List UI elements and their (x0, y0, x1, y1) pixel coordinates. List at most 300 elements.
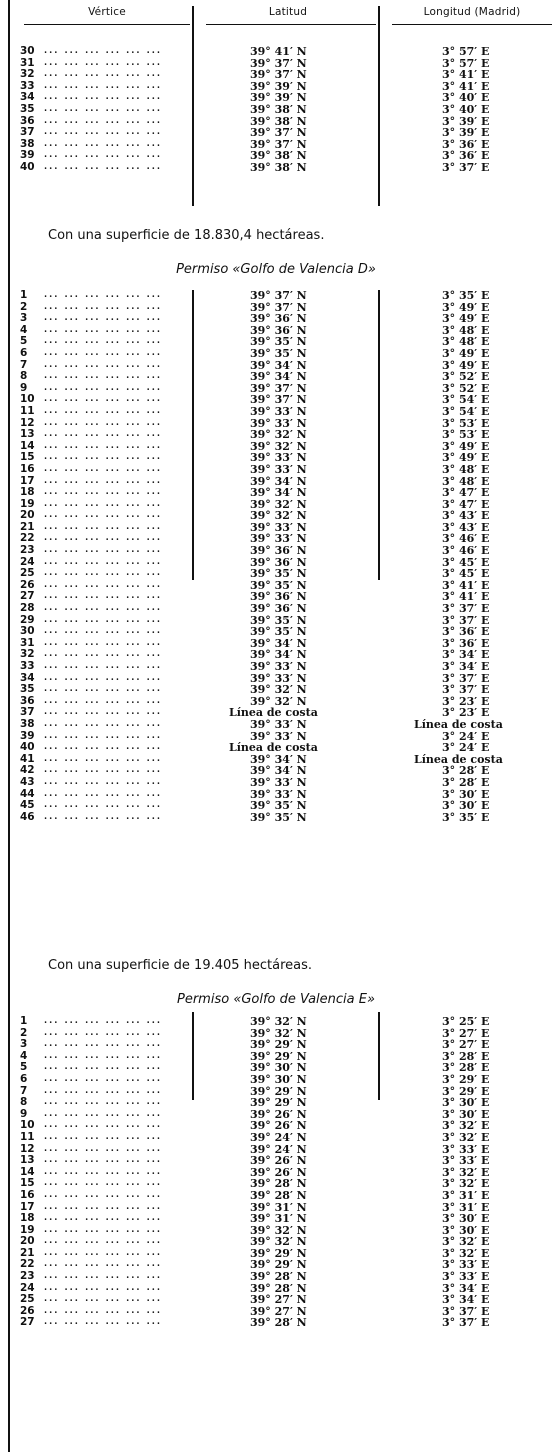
vertex-number: 25 (20, 1293, 35, 1306)
vertex-number: 11 (20, 404, 35, 417)
longitude-value: 3° 33′ E (442, 1142, 490, 1156)
latitude-value: 39° 41′ N (250, 45, 307, 58)
leader-dots: ... ... ... ... ... ... (44, 1213, 163, 1224)
table-row (0, 1271, 552, 1283)
latitude-value: 39° 33′ N (250, 787, 307, 801)
vertex-number: 19 (20, 1223, 35, 1236)
longitude-value: 3° 27′ E (442, 1026, 490, 1040)
latitude-value: 39° 29′ N (250, 1246, 307, 1260)
latitude-value: 39° 28′ N (250, 1316, 307, 1330)
longitude-value: 3° 54′ E (442, 393, 490, 407)
leader-dots: ... ... ... ... ... ... (44, 301, 163, 312)
longitude-value: 3° 48′ E (442, 462, 490, 476)
latitude-value: 39° 35′ N (250, 346, 307, 360)
leader-dots: ... ... ... ... ... ... (44, 127, 163, 138)
leader-dots: ... ... ... ... ... ... (44, 614, 163, 625)
longitude-value: 3° 53′ E (442, 416, 490, 430)
leader-dots: ... ... ... ... ... ... (44, 417, 163, 428)
longitude-value: 3° 41′ E (442, 578, 490, 592)
latitude-value: Línea de costa (229, 706, 318, 720)
latitude-value: 39° 24′ N (250, 1130, 307, 1144)
latitude-value: 39° 34′ N (250, 370, 307, 384)
vertex-number: 4 (20, 1049, 28, 1062)
vertex-number: 17 (20, 1200, 35, 1213)
leader-dots: ... ... ... ... ... ... (44, 324, 163, 335)
longitude-value: 3° 41′ E (442, 79, 490, 93)
longitude-value: 3° 43′ E (442, 520, 490, 534)
header-rule (206, 24, 376, 25)
vertex-number: 22 (20, 532, 35, 545)
leader-dots: ... ... ... ... ... ... (44, 1224, 163, 1235)
vertex-number: 10 (20, 1119, 35, 1132)
leader-dots: ... ... ... ... ... ... (44, 475, 163, 486)
vertex-number: 39 (20, 729, 35, 742)
leader-dots: ... ... ... ... ... ... (44, 765, 163, 776)
leader-dots: ... ... ... ... ... ... (44, 603, 163, 614)
vertex-number: 36 (20, 114, 35, 127)
vertex-number: 38 (20, 137, 35, 150)
vertex-number: 21 (20, 520, 35, 533)
latitude-value: 39° 26′ N (250, 1165, 307, 1179)
latitude-value: 39° 32′ N (250, 1235, 307, 1249)
latitude-value: 39° 29′ N (250, 1084, 307, 1098)
latitude-value: 39° 33′ N (250, 451, 307, 465)
leader-dots: ... ... ... ... ... ... (44, 1039, 163, 1050)
leader-dots: ... ... ... ... ... ... (44, 487, 163, 498)
vertex-number: 5 (20, 335, 28, 348)
longitude-value: 3° 30′ E (442, 1212, 490, 1226)
longitude-value: 3° 30′ E (442, 1096, 490, 1110)
vertex-number: 37 (20, 706, 35, 719)
table-row (0, 719, 552, 731)
latitude-value: 39° 29′ N (250, 1096, 307, 1110)
longitude-value: 3° 32′ E (442, 1235, 490, 1249)
vertex-number: 16 (20, 462, 35, 475)
latitude-value: 39° 33′ N (250, 671, 307, 685)
longitude-value: 3° 33′ E (442, 1154, 490, 1168)
leader-dots: ... ... ... ... ... ... (44, 1166, 163, 1177)
longitude-value: 3° 41′ E (442, 590, 490, 604)
table-row (0, 290, 552, 302)
leader-dots: ... ... ... ... ... ... (44, 1271, 163, 1282)
vertex-number: 35 (20, 102, 35, 115)
table-row (0, 812, 552, 824)
longitude-value: 3° 47′ E (442, 497, 490, 511)
vertex-number: 14 (20, 439, 35, 452)
header-rule (24, 24, 190, 25)
latitude-value: 39° 31′ N (250, 1212, 307, 1226)
leader-dots: ... ... ... ... ... ... (44, 290, 163, 300)
leader-dots: ... ... ... ... ... ... (44, 591, 163, 602)
leader-dots: ... ... ... ... ... ... (44, 498, 163, 509)
leader-dots: ... ... ... ... ... ... (44, 788, 163, 799)
leader-dots: ... ... ... ... ... ... (44, 742, 163, 753)
latitude-value: 39° 34′ N (250, 474, 307, 488)
latitude-value: 39° 28′ N (250, 1177, 307, 1191)
longitude-value: 3° 30′ E (442, 1107, 490, 1121)
latitude-value: 39° 35′ N (250, 810, 307, 824)
latitude-value: 39° 35′ N (250, 799, 307, 813)
vertex-number: 35 (20, 683, 35, 696)
latitude-value: 39° 29′ N (250, 1049, 307, 1063)
vertex-number: 12 (20, 1142, 35, 1155)
vertex-number: 31 (20, 636, 35, 649)
longitude-value: 3° 24′ E (442, 741, 490, 755)
leader-dots: ... ... ... ... ... ... (44, 69, 163, 80)
leader-dots: ... ... ... ... ... ... (44, 1317, 163, 1328)
latitude-value: 39° 32′ N (250, 1223, 307, 1237)
latitude-value: 39° 35′ N (250, 625, 307, 639)
latitude-value: 39° 36′ N (250, 312, 307, 326)
vertex-number: 34 (20, 91, 35, 104)
latitude-value: 39° 33′ N (250, 462, 307, 476)
latitude-value: 39° 31′ N (250, 1200, 307, 1214)
longitude-value: 3° 37′ E (442, 160, 490, 174)
longitude-value: 3° 54′ E (442, 404, 490, 418)
longitude-value: 3° 49′ E (442, 358, 490, 372)
longitude-value: 3° 23′ E (442, 706, 490, 720)
table-row (0, 127, 552, 139)
longitude-value: 3° 48′ E (442, 474, 490, 488)
latitude-value: 39° 39′ N (250, 79, 307, 93)
latitude-value: 39° 36′ N (250, 544, 307, 558)
latitude-value: 39° 27′ N (250, 1304, 307, 1318)
leader-dots: ... ... ... ... ... ... (44, 1016, 163, 1026)
leader-dots: ... ... ... ... ... ... (44, 57, 163, 68)
latitude-value: 39° 32′ N (250, 428, 307, 442)
latitude-value: 39° 30′ N (250, 1061, 307, 1075)
latitude-value: 39° 26′ N (250, 1119, 307, 1133)
vertex-table-block-1 (0, 46, 552, 174)
vertex-number: 32 (20, 648, 35, 661)
longitude-value: 3° 24′ E (442, 729, 490, 743)
latitude-value: 39° 33′ N (250, 404, 307, 418)
longitude-value: 3° 27′ E (442, 1038, 490, 1052)
leader-dots: ... ... ... ... ... ... (44, 521, 163, 532)
vertex-number: 14 (20, 1165, 35, 1178)
table-header (8, 6, 552, 28)
leader-dots: ... ... ... ... ... ... (44, 811, 163, 822)
latitude-value: 39° 36′ N (250, 602, 307, 616)
latitude-value: 39° 28′ N (250, 1281, 307, 1295)
latitude-value: 39° 32′ N (250, 694, 307, 708)
latitude-value: 39° 36′ N (250, 555, 307, 569)
leader-dots: ... ... ... ... ... ... (44, 672, 163, 683)
longitude-value: 3° 40′ E (442, 91, 490, 105)
vertex-number: 11 (20, 1130, 35, 1143)
vertex-number: 33 (20, 660, 35, 672)
vertex-number: 20 (20, 509, 35, 522)
latitude-value: 39° 33′ N (250, 729, 307, 743)
longitude-value: 3° 45′ E (442, 567, 490, 581)
vertex-number: 32 (20, 68, 35, 81)
table-row (0, 1074, 552, 1086)
leader-dots: ... ... ... ... ... ... (44, 92, 163, 103)
header-vertice: Vértice (88, 6, 126, 18)
latitude-value: 39° 34′ N (250, 752, 307, 766)
vertex-number: 9 (20, 381, 28, 394)
latitude-value: 39° 37′ N (250, 381, 307, 395)
latitude-value: 39° 36′ N (250, 590, 307, 604)
leader-dots: ... ... ... ... ... ... (44, 80, 163, 91)
latitude-value: 39° 34′ N (250, 648, 307, 662)
longitude-value: 3° 32′ E (442, 1177, 490, 1191)
leader-dots: ... ... ... ... ... ... (44, 371, 163, 382)
longitude-value: 3° 52′ E (442, 370, 490, 384)
leader-dots: ... ... ... ... ... ... (44, 46, 163, 56)
table-row (0, 1317, 552, 1329)
vertex-number: 24 (20, 555, 35, 568)
leader-dots: ... ... ... ... ... ... (44, 359, 163, 370)
leader-dots: ... ... ... ... ... ... (44, 463, 163, 474)
leader-dots: ... ... ... ... ... ... (44, 776, 163, 787)
leader-dots: ... ... ... ... ... ... (44, 649, 163, 660)
leader-dots: ... ... ... ... ... ... (44, 1062, 163, 1073)
longitude-value: 3° 49′ E (442, 439, 490, 453)
longitude-value: 3° 29′ E (442, 1072, 490, 1086)
latitude-value: 39° 35′ N (250, 335, 307, 349)
longitude-value: 3° 48′ E (442, 323, 490, 337)
latitude-value: 39° 34′ N (250, 358, 307, 372)
leader-dots: ... ... ... ... ... ... (44, 347, 163, 358)
latitude-value: 39° 36′ N (250, 323, 307, 337)
latitude-value: 39° 38′ N (250, 114, 307, 128)
vertex-number: 41 (20, 752, 35, 765)
longitude-value: 3° 53′ E (442, 428, 490, 442)
vertex-number: 26 (20, 578, 35, 591)
leader-dots: ... ... ... ... ... ... (44, 452, 163, 463)
latitude-value: 39° 37′ N (250, 393, 307, 407)
longitude-value: 3° 52′ E (442, 381, 490, 395)
table-row (0, 348, 552, 360)
vertex-number: 33 (20, 79, 35, 92)
leader-dots: ... ... ... ... ... ... (44, 1120, 163, 1131)
leader-dots: ... ... ... ... ... ... (44, 138, 163, 149)
latitude-value: 39° 35′ N (250, 578, 307, 592)
vertex-number: 4 (20, 323, 28, 336)
vertex-number: 8 (20, 370, 28, 383)
leader-dots: ... ... ... ... ... ... (44, 1294, 163, 1305)
latitude-value: 39° 37′ N (250, 56, 307, 70)
table-row (0, 800, 552, 812)
latitude-value: 39° 30′ N (250, 1072, 307, 1086)
longitude-value: 3° 33′ E (442, 1258, 490, 1272)
vertex-number: 39 (20, 149, 35, 162)
table-row (0, 545, 552, 557)
vertex-number: 16 (20, 1188, 35, 1201)
vertex-number: 17 (20, 474, 35, 487)
longitude-value: 3° 49′ E (442, 346, 490, 360)
vertex-number: 40 (20, 160, 35, 173)
longitude-value: 3° 48′ E (442, 335, 490, 349)
leader-dots: ... ... ... ... ... ... (44, 313, 163, 324)
table-row (0, 104, 552, 116)
vertex-number: 1 (20, 1015, 28, 1027)
latitude-value: 39° 24′ N (250, 1142, 307, 1156)
longitude-value: 3° 34′ E (442, 648, 490, 662)
vertex-table-block-2 (0, 290, 552, 823)
vertex-number: 43 (20, 775, 35, 788)
table-row (0, 162, 552, 174)
leader-dots: ... ... ... ... ... ... (44, 510, 163, 521)
table-row (0, 1155, 552, 1167)
vertex-number: 6 (20, 1072, 28, 1085)
leader-dots: ... ... ... ... ... ... (44, 1305, 163, 1316)
table-row (0, 371, 552, 383)
latitude-value: 39° 33′ N (250, 416, 307, 430)
leader-dots: ... ... ... ... ... ... (44, 545, 163, 556)
leader-dots: ... ... ... ... ... ... (44, 637, 163, 648)
table-row (0, 603, 552, 615)
longitude-value: 3° 34′ E (442, 1281, 490, 1295)
vertex-number: 25 (20, 567, 35, 580)
leader-dots: ... ... ... ... ... ... (44, 1259, 163, 1270)
vertex-number: 12 (20, 416, 35, 429)
leader-dots: ... ... ... ... ... ... (44, 753, 163, 764)
leader-dots: ... ... ... ... ... ... (44, 115, 163, 126)
longitude-value: 3° 28′ E (442, 764, 490, 778)
leader-dots: ... ... ... ... ... ... (44, 103, 163, 114)
vertex-number: 8 (20, 1096, 28, 1109)
longitude-value: 3° 33′ E (442, 1270, 490, 1284)
leader-dots: ... ... ... ... ... ... (44, 440, 163, 451)
vertex-number: 24 (20, 1281, 35, 1294)
longitude-value: 3° 31′ E (442, 1188, 490, 1202)
longitude-value: 3° 46′ E (442, 544, 490, 558)
vertex-number: 3 (20, 1038, 28, 1051)
leader-dots: ... ... ... ... ... ... (44, 533, 163, 544)
vertex-number: 23 (20, 544, 35, 557)
latitude-value: 39° 35′ N (250, 613, 307, 627)
longitude-value: 3° 32′ E (442, 1130, 490, 1144)
leader-dots: ... ... ... ... ... ... (44, 1143, 163, 1154)
area-note: Con una superficie de 19.405 hectáreas. (48, 958, 313, 973)
leader-dots: ... ... ... ... ... ... (44, 1155, 163, 1166)
leader-dots: ... ... ... ... ... ... (44, 1131, 163, 1142)
longitude-value: 3° 46′ E (442, 532, 490, 546)
longitude-value: 3° 32′ E (442, 1119, 490, 1133)
longitude-value: 3° 36′ E (442, 625, 490, 639)
latitude-value: 39° 29′ N (250, 1258, 307, 1272)
leader-dots: ... ... ... ... ... ... (44, 707, 163, 718)
longitude-value: 3° 37′ E (442, 1316, 490, 1330)
vertex-number: 21 (20, 1246, 35, 1259)
vertex-number: 2 (20, 300, 28, 313)
latitude-value: 39° 27′ N (250, 1293, 307, 1307)
leader-dots: ... ... ... ... ... ... (44, 1027, 163, 1038)
leader-dots: ... ... ... ... ... ... (44, 1097, 163, 1108)
latitude-value: 39° 34′ N (250, 636, 307, 650)
leader-dots: ... ... ... ... ... ... (44, 1085, 163, 1096)
permit-title: Permiso «Golfo de Valencia D» (176, 262, 376, 277)
vertex-number: 37 (20, 126, 35, 139)
vertex-number: 20 (20, 1235, 35, 1248)
vertex-number: 13 (20, 428, 35, 441)
longitude-value: 3° 32′ E (442, 1165, 490, 1179)
vertex-number: 9 (20, 1107, 28, 1120)
leader-dots: ... ... ... ... ... ... (44, 150, 163, 161)
vertex-number: 13 (20, 1154, 35, 1167)
vertex-number: 38 (20, 717, 35, 730)
leader-dots: ... ... ... ... ... ... (44, 579, 163, 590)
vertex-number: 31 (20, 56, 35, 69)
vertex-number: 15 (20, 451, 35, 464)
vertex-number: 18 (20, 1212, 35, 1225)
longitude-value: 3° 41′ E (442, 68, 490, 82)
vertex-number: 7 (20, 1084, 28, 1097)
leader-dots: ... ... ... ... ... ... (44, 429, 163, 440)
leader-dots: ... ... ... ... ... ... (44, 1201, 163, 1212)
vertex-number: 1 (20, 289, 28, 301)
latitude-value: 39° 33′ N (250, 717, 307, 731)
longitude-value: 3° 57′ E (442, 45, 490, 58)
vertex-number: 45 (20, 799, 35, 812)
latitude-value: 39° 28′ N (250, 1270, 307, 1284)
longitude-value: 3° 43′ E (442, 509, 490, 523)
vertex-table-block-3 (0, 1016, 552, 1329)
leader-dots: ... ... ... ... ... ... (44, 1073, 163, 1084)
latitude-value: 39° 38′ N (250, 102, 307, 116)
vertex-number: 29 (20, 613, 35, 626)
latitude-value: 39° 34′ N (250, 764, 307, 778)
leader-dots: ... ... ... ... ... ... (44, 1236, 163, 1247)
longitude-value: 3° 30′ E (442, 1223, 490, 1237)
latitude-value: 39° 34′ N (250, 486, 307, 500)
latitude-value: 39° 32′ N (250, 1026, 307, 1040)
longitude-value: 3° 49′ E (442, 312, 490, 326)
longitude-value: 3° 28′ E (442, 1049, 490, 1063)
longitude-value: 3° 47′ E (442, 486, 490, 500)
longitude-value: 3° 30′ E (442, 787, 490, 801)
latitude-value: 39° 38′ N (250, 160, 307, 174)
vertex-number: 44 (20, 787, 35, 800)
latitude-value: 39° 33′ N (250, 520, 307, 534)
table-row (0, 1213, 552, 1225)
longitude-value: 3° 37′ E (442, 613, 490, 627)
vertex-number: 26 (20, 1304, 35, 1317)
latitude-value: 39° 33′ N (250, 660, 307, 673)
latitude-value: 39° 29′ N (250, 1038, 307, 1052)
longitude-value: 3° 28′ E (442, 1061, 490, 1075)
table-row (0, 1097, 552, 1109)
longitude-value: 3° 32′ E (442, 1246, 490, 1260)
table-row (0, 487, 552, 499)
vertex-number: 5 (20, 1061, 28, 1074)
latitude-value: 39° 37′ N (250, 126, 307, 140)
leader-dots: ... ... ... ... ... ... (44, 695, 163, 706)
vertex-number: 15 (20, 1177, 35, 1190)
table-row (0, 1132, 552, 1144)
longitude-value: 3° 30′ E (442, 799, 490, 813)
leader-dots: ... ... ... ... ... ... (44, 730, 163, 741)
latitude-value: Línea de costa (229, 741, 318, 755)
table-row (0, 429, 552, 441)
leader-dots: ... ... ... ... ... ... (44, 1282, 163, 1293)
vertex-number: 27 (20, 1316, 35, 1329)
vertex-number: 34 (20, 671, 35, 684)
area-note: Con una superficie de 18.830,4 hectáreas. (48, 228, 325, 243)
longitude-value: 3° 34′ E (442, 660, 490, 673)
longitude-value: 3° 35′ E (442, 289, 490, 302)
longitude-value: 3° 49′ E (442, 300, 490, 314)
leader-dots: ... ... ... ... ... ... (44, 382, 163, 393)
header-latitud: Latitud (268, 6, 308, 18)
longitude-value: 3° 35′ E (442, 810, 490, 824)
longitude-value: 3° 29′ E (442, 1084, 490, 1098)
longitude-value: 3° 36′ E (442, 636, 490, 650)
leader-dots: ... ... ... ... ... ... (44, 626, 163, 637)
vertex-number: 22 (20, 1258, 35, 1271)
